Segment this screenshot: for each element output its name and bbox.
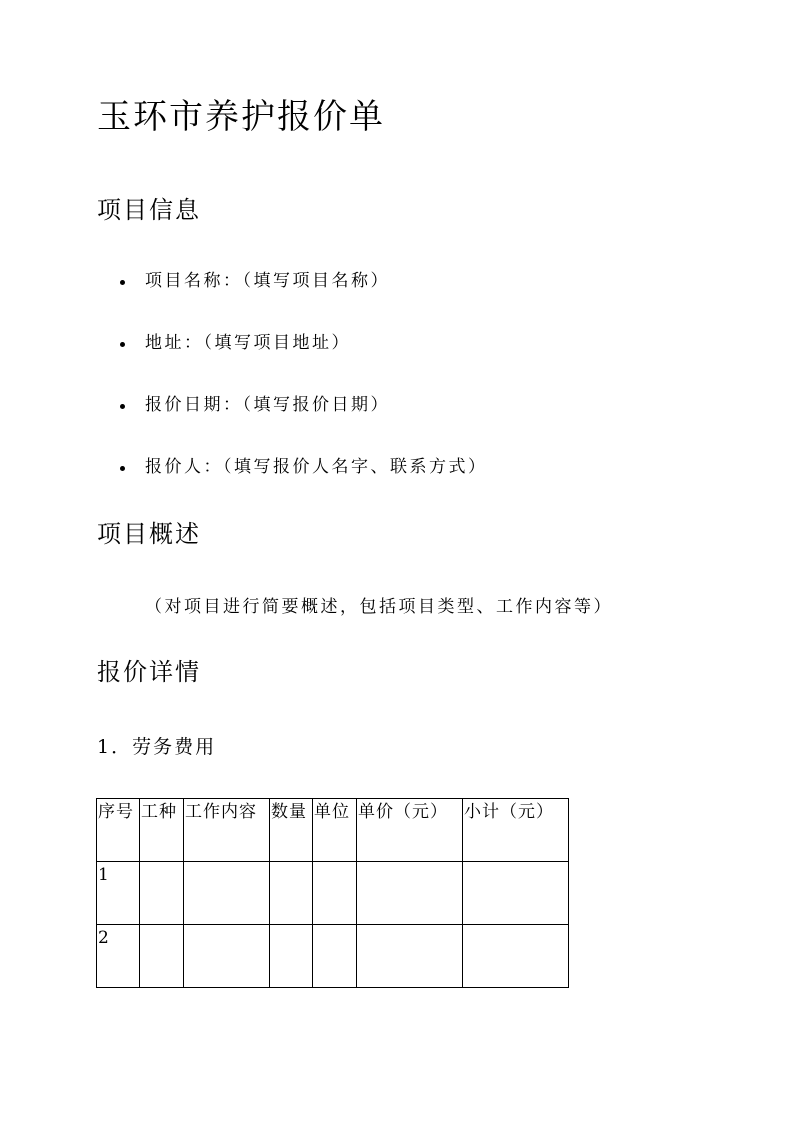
quoter-line: 报价人：（填写报价人名字、联系方式） xyxy=(145,457,488,477)
overview-heading: 项目概述 xyxy=(97,520,201,548)
list-item xyxy=(97,328,488,390)
column-header-quantity: 数量 xyxy=(270,799,313,862)
cell-unit-price xyxy=(357,925,463,988)
quote-date-line: 报价日期：（填写报价日期） xyxy=(145,395,390,415)
address-line: 地址：（填写项目地址） xyxy=(145,333,351,353)
cell-unit xyxy=(313,862,357,925)
list-item xyxy=(97,452,488,514)
bullet-icon xyxy=(120,280,125,285)
column-header-index: 序号 xyxy=(97,799,140,862)
table-row xyxy=(97,862,569,925)
cell-index: 2 xyxy=(97,925,140,988)
column-header-unit-price: 单价（元） xyxy=(357,799,463,862)
cell-unit xyxy=(313,925,357,988)
list-item xyxy=(97,390,488,452)
cell-subtotal xyxy=(463,862,569,925)
cell-trade xyxy=(140,925,184,988)
list-item xyxy=(97,266,488,328)
overview-text: （对项目进行简要概述，包括项目类型、工作内容等） xyxy=(145,597,613,617)
cell-trade xyxy=(140,862,184,925)
table-header-row xyxy=(97,799,569,862)
cell-quantity xyxy=(270,925,313,988)
cell-quantity xyxy=(270,862,313,925)
cell-index: 1 xyxy=(97,862,140,925)
bullet-icon xyxy=(120,342,125,347)
labor-cost-table xyxy=(96,798,569,988)
cell-work-content xyxy=(184,862,270,925)
document-title: 玉环市养护报价单 xyxy=(97,97,385,137)
bullet-icon xyxy=(120,466,125,471)
project-info-heading: 项目信息 xyxy=(97,196,201,224)
column-header-trade: 工种 xyxy=(140,799,184,862)
cell-unit-price xyxy=(357,862,463,925)
bullet-icon xyxy=(120,404,125,409)
cell-work-content xyxy=(184,925,270,988)
quote-details-heading: 报价详情 xyxy=(97,658,201,686)
table-row xyxy=(97,925,569,988)
column-header-work-content: 工作内容 xyxy=(184,799,270,862)
cell-subtotal xyxy=(463,925,569,988)
project-info-list xyxy=(97,266,488,514)
labor-cost-heading: 1．劳务费用 xyxy=(97,736,217,758)
column-header-unit: 单位 xyxy=(313,799,357,862)
project-name-line: 项目名称：（填写项目名称） xyxy=(145,271,390,291)
column-header-subtotal: 小计（元） xyxy=(463,799,569,862)
